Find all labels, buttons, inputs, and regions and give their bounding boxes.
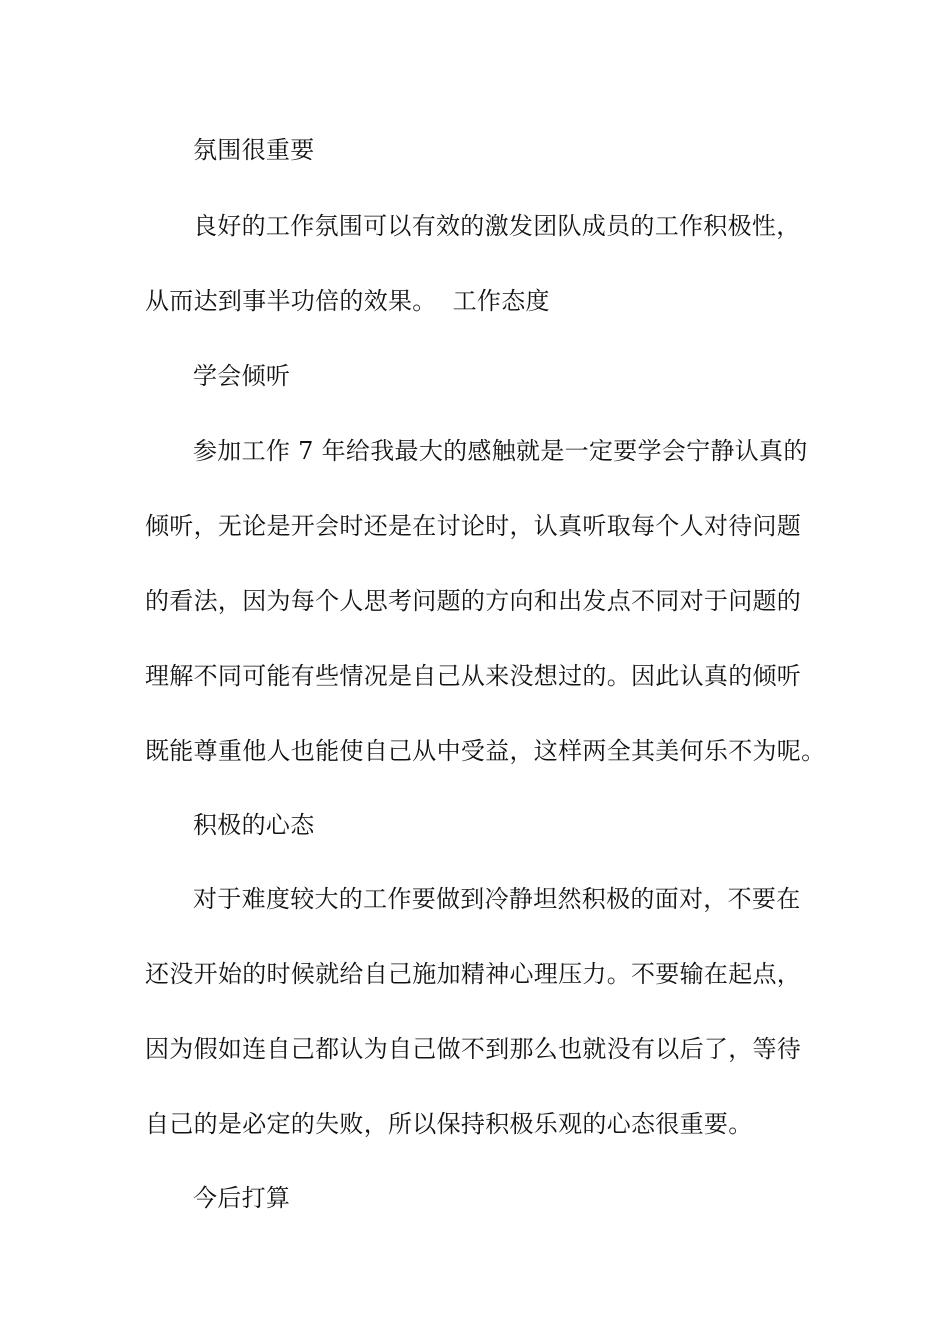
paragraph-line: 理解不同可能有些情况是自己从来没想过的。因此认真的倾听 bbox=[145, 662, 802, 690]
paragraph-line: 既能尊重他人也能使自己从中受益，这样两全其美何乐不为呢。 bbox=[145, 737, 826, 765]
section-heading-future-plans: 今后打算 bbox=[193, 1184, 291, 1212]
paragraph-line: 还没开始的时候就给自己施加精神心理压力。不要输在起点， bbox=[145, 960, 802, 988]
section-heading-positive-attitude: 积极的心态 bbox=[193, 811, 315, 839]
paragraph-line: 良好的工作氛围可以有效的激发团队成员的工作积极性， bbox=[193, 212, 801, 240]
paragraph-line: 的看法，因为每个人思考问题的方向和出发点不同对于问题的 bbox=[145, 587, 802, 615]
section-heading-listening: 学会倾听 bbox=[193, 362, 291, 390]
paragraph-line: 参加工作 7 年给我最大的感触就是一定要学会宁静认真的 bbox=[193, 437, 808, 465]
section-heading-work-attitude: 工作态度 bbox=[452, 287, 550, 315]
paragraph-line-with-heading bbox=[145, 286, 550, 316]
paragraph-line: 倾听，无论是开会时还是在讨论时，认真听取每个人对待问题 bbox=[145, 512, 802, 540]
paragraph-line: 因为假如连自己都认为自己做不到那么也就没有以后了，等待 bbox=[145, 1035, 802, 1063]
paragraph-line: 对于难度较大的工作要做到冷静坦然积极的面对，不要在 bbox=[193, 885, 801, 913]
section-heading-atmosphere: 氛围很重要 bbox=[193, 136, 315, 164]
paragraph-text: 从而达到事半功倍的效果。 bbox=[145, 287, 437, 315]
paragraph-line: 自己的是必定的失败，所以保持积极乐观的心态很重要。 bbox=[145, 1110, 753, 1138]
